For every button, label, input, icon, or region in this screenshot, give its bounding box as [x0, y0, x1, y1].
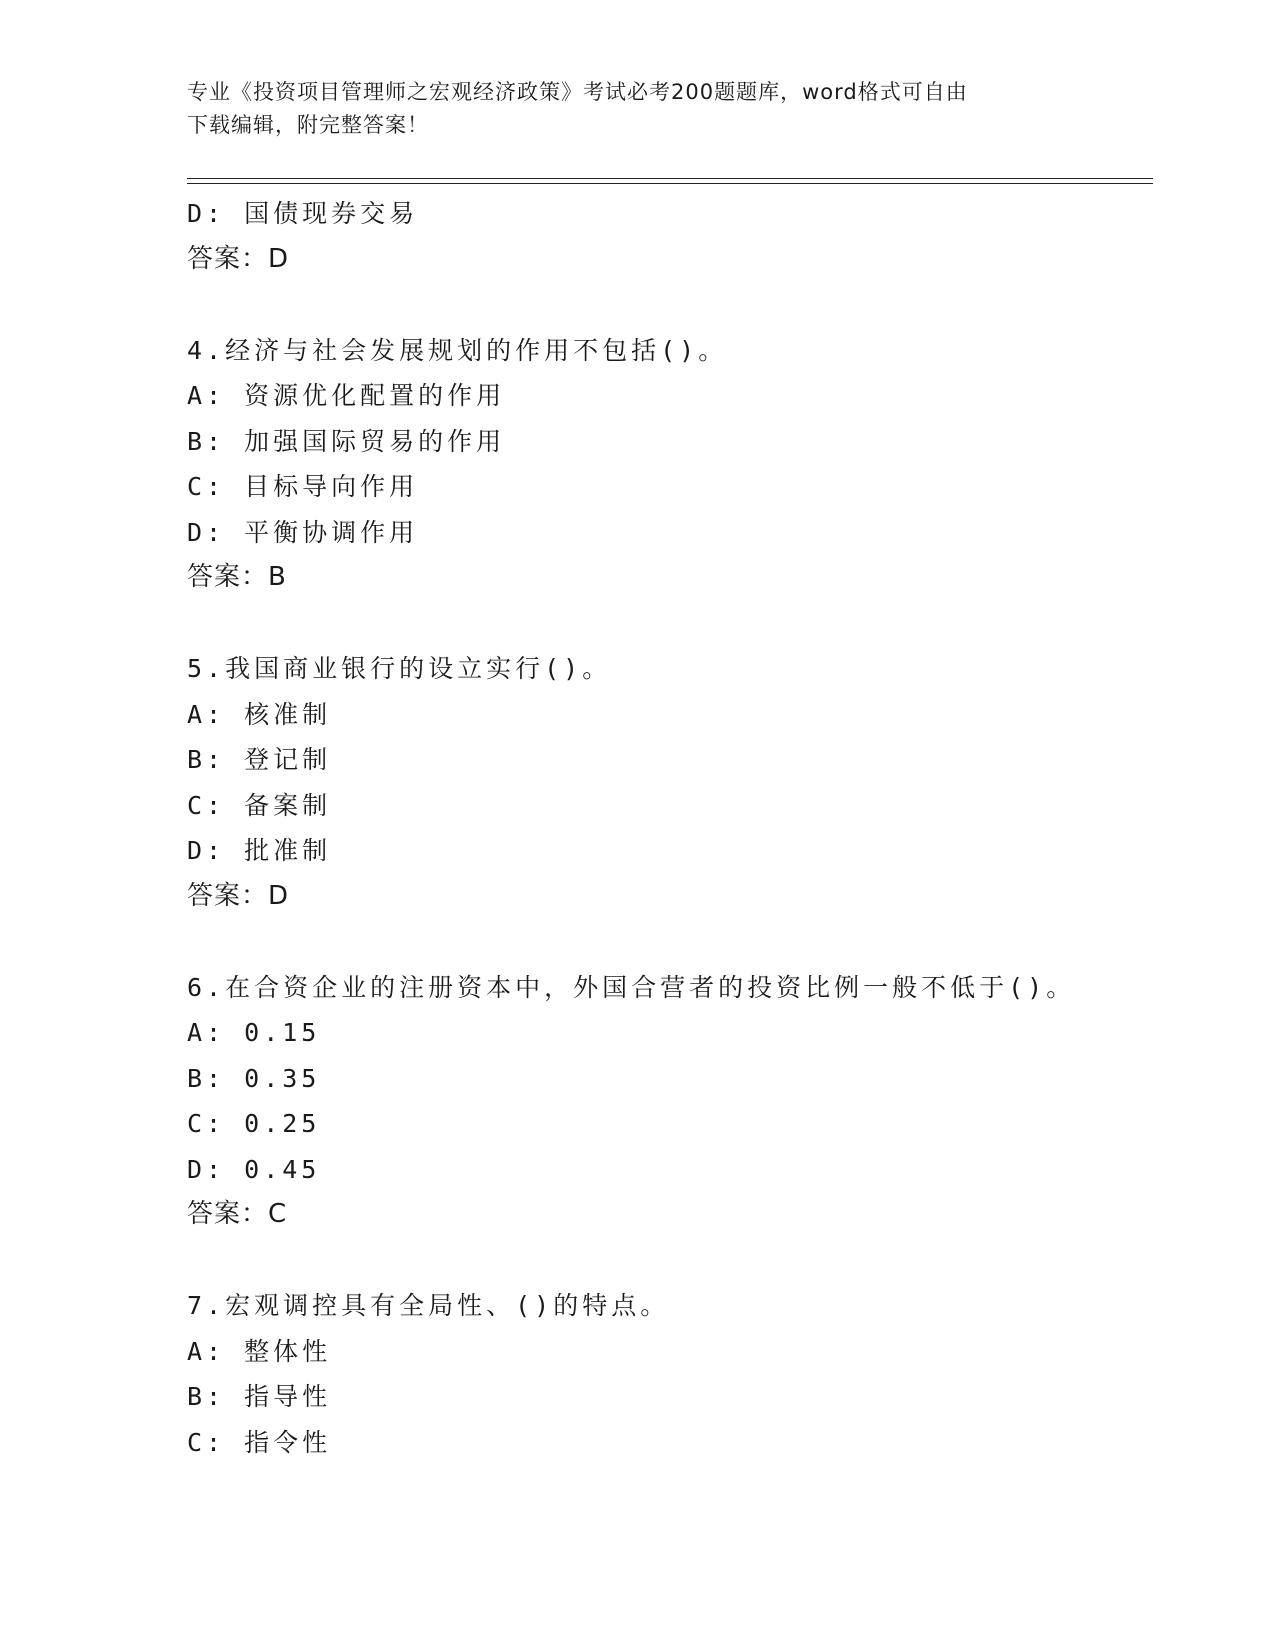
option-b: B: 指导性 [187, 1382, 332, 1411]
option-a: A: 资源优化配置的作用 [187, 381, 506, 410]
answer-line: 答案：D [187, 243, 290, 274]
option-c: C: 0.25 [187, 1109, 321, 1138]
question-spacer [187, 601, 1153, 647]
question-block-4 [187, 328, 1153, 601]
question-block-3 [187, 191, 1153, 282]
header-divider-top [187, 178, 1153, 179]
question-text: 4.经济与社会发展规划的作用不包括()。 [187, 335, 728, 365]
option-c: C: 备案制 [187, 790, 332, 820]
answer-line: 答案：D [187, 880, 290, 911]
question-block-5 [187, 646, 1153, 919]
question-text: 6.在合资企业的注册资本中，外国合营者的投资比例一般不低于()。 [187, 972, 1076, 1002]
header-divider-bottom [187, 183, 1153, 184]
question-list [187, 191, 1153, 1465]
header-line-1: 专业《投资项目管理师之宏观经济政策》考试必考200题题库，word格式可自由 [187, 80, 968, 104]
question-spacer [187, 282, 1153, 328]
option-d: D: 国债现券交易 [187, 199, 419, 228]
option-a: A: 0.15 [187, 1018, 321, 1047]
option-a: A: 整体性 [187, 1336, 332, 1366]
question-block-6 [187, 965, 1153, 1238]
question-block-7 [187, 1283, 1153, 1465]
option-d: D: 批准制 [187, 836, 332, 865]
answer-line: 答案：B [187, 562, 287, 592]
question-text: 7.宏观调控具有全局性、()的特点。 [187, 1291, 670, 1320]
option-b: B: 登记制 [187, 745, 332, 774]
option-c: C: 指令性 [187, 1427, 332, 1457]
header-line-2: 下载编辑，附完整答案！ [187, 113, 429, 137]
answer-line: 答案：C [187, 1199, 288, 1229]
question-spacer [187, 1238, 1153, 1284]
option-b: B: 加强国际贸易的作用 [187, 426, 506, 456]
question-spacer [187, 919, 1153, 965]
option-b: B: 0.35 [187, 1063, 321, 1093]
question-text: 5.我国商业银行的设立实行()。 [187, 654, 612, 683]
option-d: D: 0.45 [187, 1154, 321, 1184]
option-a: A: 核准制 [187, 699, 332, 729]
option-d: D: 平衡协调作用 [187, 517, 419, 547]
page-header [187, 76, 1087, 142]
option-c: C: 目标导向作用 [187, 472, 419, 501]
